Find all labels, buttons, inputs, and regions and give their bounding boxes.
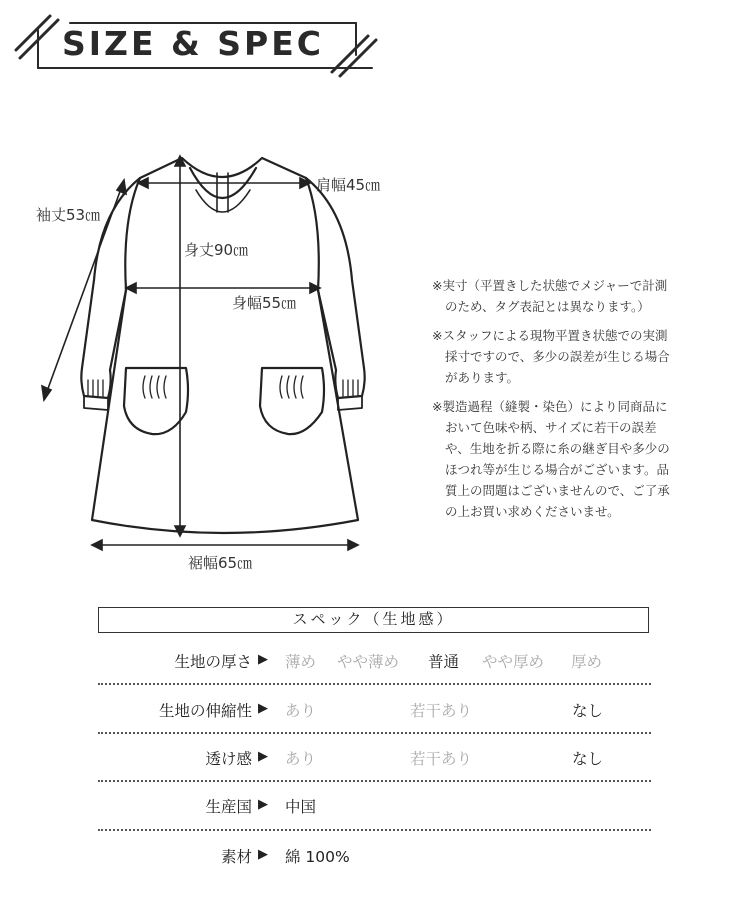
hem-width-label: 裾幅65㎝ — [188, 554, 253, 572]
stretch-option-none: なし — [572, 702, 604, 720]
note-measurement: ※実寸（平置きした状態でメジャーで計測 のため、タグ表記とは異なります。） — [432, 278, 668, 314]
sleeve-length-label: 袖丈53㎝ — [36, 206, 101, 224]
stretch-option-slight: 若干あり — [410, 702, 473, 720]
body-width-label: 身幅55㎝ — [232, 294, 297, 312]
row-divider — [98, 732, 651, 734]
stretch-arrow: ▶ — [258, 701, 268, 716]
material-label: 素材 — [220, 848, 252, 866]
thickness-option-slightly-thin: やや薄め — [337, 653, 400, 671]
thickness-arrow: ▶ — [258, 652, 268, 667]
body-length-label: 身丈90㎝ — [184, 241, 249, 259]
origin-arrow: ▶ — [258, 797, 268, 812]
thickness-option-slightly-thick: やや厚め — [482, 653, 545, 671]
thickness-option-normal: 普通 — [428, 653, 460, 671]
sheer-option-slight: 若干あり — [410, 750, 473, 768]
page-title: SIZE & SPEC — [62, 24, 324, 63]
row-divider — [98, 780, 651, 782]
row-divider — [98, 683, 651, 685]
origin-label: 生産国 — [205, 798, 252, 816]
sheer-label: 透け感 — [205, 750, 252, 768]
note-staff-measure: ※スタッフによる現物平置き状態での実測 採寸ですので、多少の誤差が生じる場合 があります。 — [432, 328, 670, 385]
spec-header: スペック（生地感） — [98, 607, 649, 633]
row-divider — [98, 829, 651, 831]
sheer-option-none: なし — [572, 750, 604, 768]
material-arrow: ▶ — [258, 847, 268, 862]
sheer-arrow: ▶ — [258, 749, 268, 764]
sheer-option-yes: あり — [285, 750, 317, 768]
material-value: 綿 100% — [285, 848, 350, 866]
garment-diagram — [0, 100, 420, 580]
thickness-option-thick: 厚め — [571, 653, 603, 671]
thickness-option-thin: 薄め — [285, 653, 317, 671]
note-manufacturing: ※製造過程（縫製・染色）により同商品に おいて色味や柄、サイズに若干の誤差 や、生地を折る際に糸の継ぎ目や多少の ほつれ等が生じる場合がございます。品 質上の問題はございませんので、ご了承 の上お買い求めくださいませ。 — [432, 399, 670, 519]
origin-value: 中国 — [285, 798, 317, 816]
stretch-label: 生地の伸縮性 — [158, 702, 252, 720]
thickness-label: 生地の厚さ — [174, 653, 252, 671]
shoulder-width-label: 肩幅45㎝ — [316, 176, 381, 194]
stretch-option-yes: あり — [285, 702, 317, 720]
